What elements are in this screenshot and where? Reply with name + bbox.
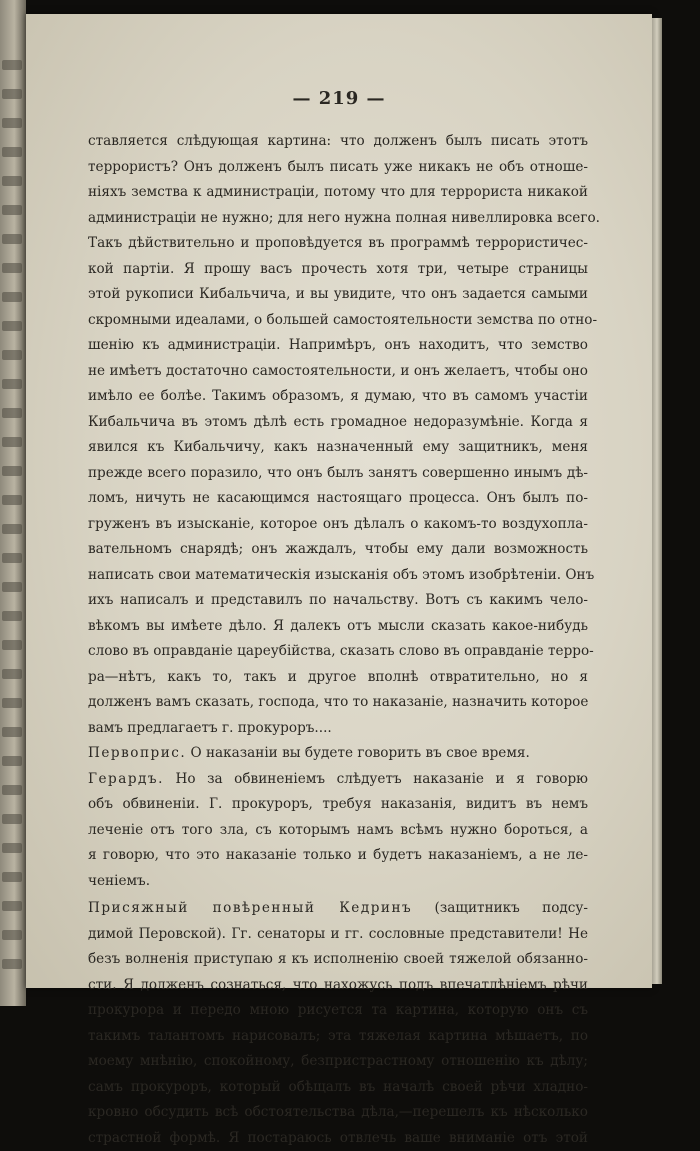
text-line: долженъ вамъ сказать, господа, что то наказаніе, назначить которое — [88, 690, 588, 716]
text-line: димой Перовской). Гг. сенаторы и гг. сословные представители! Не — [88, 922, 588, 948]
text-line: явился къ Кибальчичу, какъ назначенный ему защитникъ, меня — [88, 435, 588, 461]
text-line: я говорю, что это наказаніе только и будетъ наказаніемъ, а не ле- — [88, 843, 588, 869]
text-line: администраціи не нужно; для него нужна полная нивеллировка всего. — [88, 206, 588, 232]
text-line: Такъ дѣйствительно и проповѣдуется въ программѣ террористичес- — [88, 231, 588, 257]
text-line: вамъ предлагаетъ г. прокуроръ.... — [88, 716, 588, 742]
text-line: страстной формѣ. Я постараюсь отвлечь ваше вниманіе отъ этой — [88, 1126, 588, 1151]
page-stack-edge — [652, 18, 662, 984]
book-page — [26, 14, 652, 988]
text-line: шенію къ администраціи. Напримѣръ, онъ находитъ, что земство — [88, 333, 588, 359]
text-line — [88, 767, 588, 793]
text-line: кой партіи. Я прошу васъ прочесть хотя три, четыре страницы — [88, 257, 588, 283]
text-line: груженъ въ изысканіе, которое онъ дѣлалъ о какомъ-то воздухопла- — [88, 512, 588, 538]
previous-page-text-fragments — [2, 60, 22, 988]
text-line: ломъ, ничуть не касающимся настоящаго процесса. Онъ былъ по- — [88, 486, 588, 512]
text-line: не имѣетъ достаточно самостоятельности, и онъ желаетъ, чтобы оно — [88, 359, 588, 385]
text-line: ихъ написалъ и представилъ по начальству. Вотъ съ какимъ чело- — [88, 588, 588, 614]
speaker-name: Герардъ. — [88, 771, 164, 787]
text-line: слово въ оправданіе цареубійства, сказать слово въ оправданіе терро- — [88, 639, 588, 665]
text-line: написать свои математическія изысканія объ этомъ изобрѣтеніи. Онъ — [88, 563, 588, 589]
speech-text: Но за обвиненіемъ слѣдуетъ наказаніе и я говорю — [164, 771, 588, 787]
text-line: леченіе отъ того зла, съ которымъ намъ всѣмъ нужно бороться, а — [88, 818, 588, 844]
text-line: вательномъ снарядѣ; онъ жаждалъ, чтобы ему дали возможность — [88, 537, 588, 563]
text-line: ніяхъ земства к администраціи, потому что для террориста никакой — [88, 180, 588, 206]
text-line: ченіемъ. — [88, 869, 588, 895]
speaker-name: Первоприс. — [88, 745, 186, 761]
speaker-name: Присяжный повѣренный Кедринъ — [88, 900, 412, 916]
text-line: объ обвиненіи. Г. прокуроръ, требуя наказанія, видитъ въ немъ — [88, 792, 588, 818]
text-line: ставляется слѣдующая картина: что долженъ былъ писать этотъ — [88, 129, 588, 155]
text-line: моему мнѣнію, спокойному, безпристрастному отношенію къ дѣлу; — [88, 1049, 588, 1075]
text-line: сти. Я долженъ сознаться, что нахожусь подъ впечатлѣніемъ рѣчи — [88, 973, 588, 999]
text-line: безъ волненія приступаю я къ исполненію своей тяжелой обязанно- — [88, 947, 588, 973]
text-line — [88, 741, 588, 767]
speech-text: (защитникъ подсу- — [412, 900, 588, 916]
text-line: кровно обсудить всѣ обстоятельства дѣла,—перешелъ къ нѣсколько — [88, 1100, 588, 1126]
text-line: самъ прокуроръ, который обѣщалъ въ началѣ своей рѣчи хладно- — [88, 1075, 588, 1101]
text-line: прежде всего поразило, что онъ былъ занятъ совершенно инымъ дѣ- — [88, 461, 588, 487]
text-line: этой рукописи Кибальчича, и вы увидите, что онъ задается самыми — [88, 282, 588, 308]
text-line: прокурора и передо мною рисуется та картина, которую онъ съ — [88, 998, 588, 1024]
text-line: имѣло ее болѣе. Такимъ образомъ, я думаю, что въ самомъ участіи — [88, 384, 588, 410]
text-line: скромными идеалами, о большей самостоятельности земства по отно- — [88, 308, 588, 334]
text-line: террористъ? Онъ долженъ былъ писать уже никакъ не объ отноше- — [88, 155, 588, 181]
text-line: Кибальчича въ этомъ дѣлѣ есть громадное недоразумѣніе. Когда я — [88, 410, 588, 436]
text-line: ра—нѣтъ, какъ то, такъ и другое вполнѣ отвратительно, но я — [88, 665, 588, 691]
text-line: вѣкомъ вы имѣете дѣло. Я далекъ отъ мысли сказать какое-нибудь — [88, 614, 588, 640]
page-body-text — [88, 129, 588, 1151]
text-line — [88, 896, 588, 922]
text-line: такимъ талантомъ нарисовалъ; эта тяжелая картина мѣшаетъ, по — [88, 1024, 588, 1050]
speech-text: О наказаніи вы будете говорить въ свое время. — [186, 745, 530, 761]
previous-page-edge — [0, 0, 26, 1006]
page-number: — 219 — — [26, 88, 652, 109]
